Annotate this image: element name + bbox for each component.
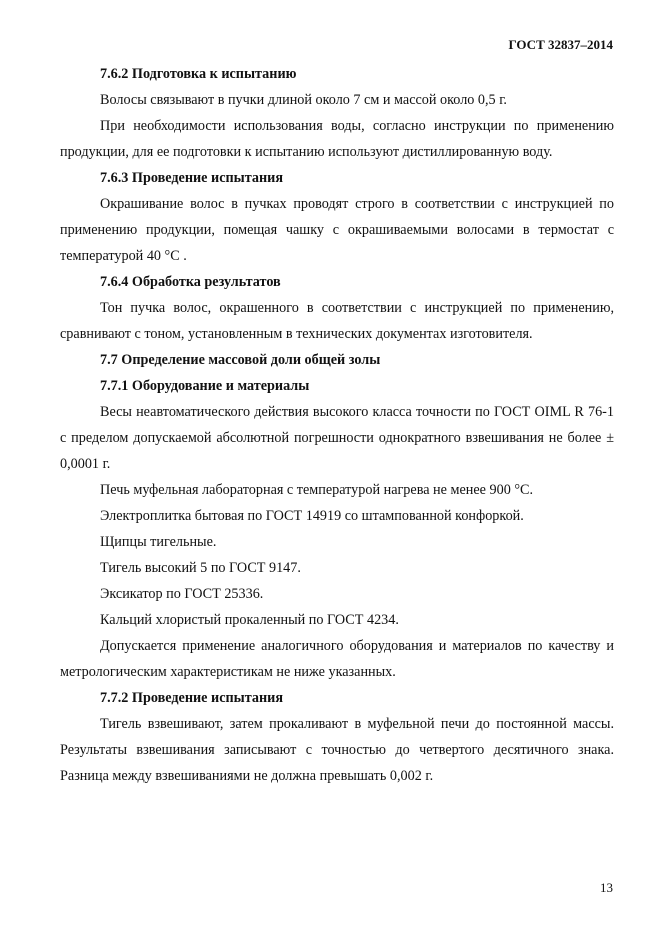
section-heading-7-7-1: 7.7.1 Оборудование и материалы <box>100 378 310 394</box>
paragraph: Щипцы тигельные. <box>100 534 217 550</box>
paragraph: Тигель высокий 5 по ГОСТ 9147. <box>100 560 301 576</box>
section-heading-7-6-3: 7.6.3 Проведение испытания <box>100 170 284 186</box>
section-heading-7-6-4: 7.6.4 Обработка результатов <box>100 274 281 290</box>
document-header-id: ГОСТ 32837–2014 <box>508 37 613 52</box>
paragraph: Печь муфельная лабораторная с температурой нагрева не менее 900 °С. <box>100 482 534 498</box>
paragraph: Тигель взвешивают, затем прокаливают в муфельной печи до постоянной массы. Результаты взвешивания записывают с точностью до четвертого десятичного знака. Разница между взвешиваниями не должна превышать 0,002 г. <box>60 716 614 784</box>
page-number: 13 <box>600 880 613 895</box>
paragraph: Весы неавтоматического действия высокого класса точности по ГОСТ OIML R 76-1 с пределом допускаемой абсолютной погрешности однократного взвешивания не более ± 0,0001 г. <box>60 404 614 472</box>
paragraph: Волосы связывают в пучки длиной около 7 см и массой около 0,5 г. <box>100 92 507 108</box>
paragraph: Электроплитка бытовая по ГОСТ 14919 со штампованной конфоркой. <box>100 508 524 524</box>
section-heading-7-7: 7.7 Определение массовой доли общей золы <box>100 352 381 368</box>
paragraph: Эксикатор по ГОСТ 25336. <box>100 586 264 602</box>
paragraph: Тон пучка волос, окрашенного в соответствии с инструкцией по применению, сравнивают с тоном, установленным в технических документах изготовителя. <box>60 300 614 342</box>
paragraph: Окрашивание волос в пучках проводят строго в соответствии с инструкцией по применению продукции, помещая чашку с окрашиваемыми волосами в термостат с температурой 40 °С . <box>60 196 614 264</box>
page-body <box>60 61 614 789</box>
paragraph: Кальций хлористый прокаленный по ГОСТ 4234. <box>100 612 399 628</box>
paragraph: Допускается применение аналогичного оборудования и материалов по качеству и метрологическим характеристикам не ниже указанных. <box>60 638 614 680</box>
paragraph: При необходимости использования воды, согласно инструкции по применению продукции, для ее подготовки к испытанию используют дистиллированную воду. <box>60 118 614 160</box>
section-heading-7-7-2: 7.7.2 Проведение испытания <box>100 690 284 706</box>
section-heading-7-6-2: 7.6.2 Подготовка к испытанию <box>100 66 297 82</box>
